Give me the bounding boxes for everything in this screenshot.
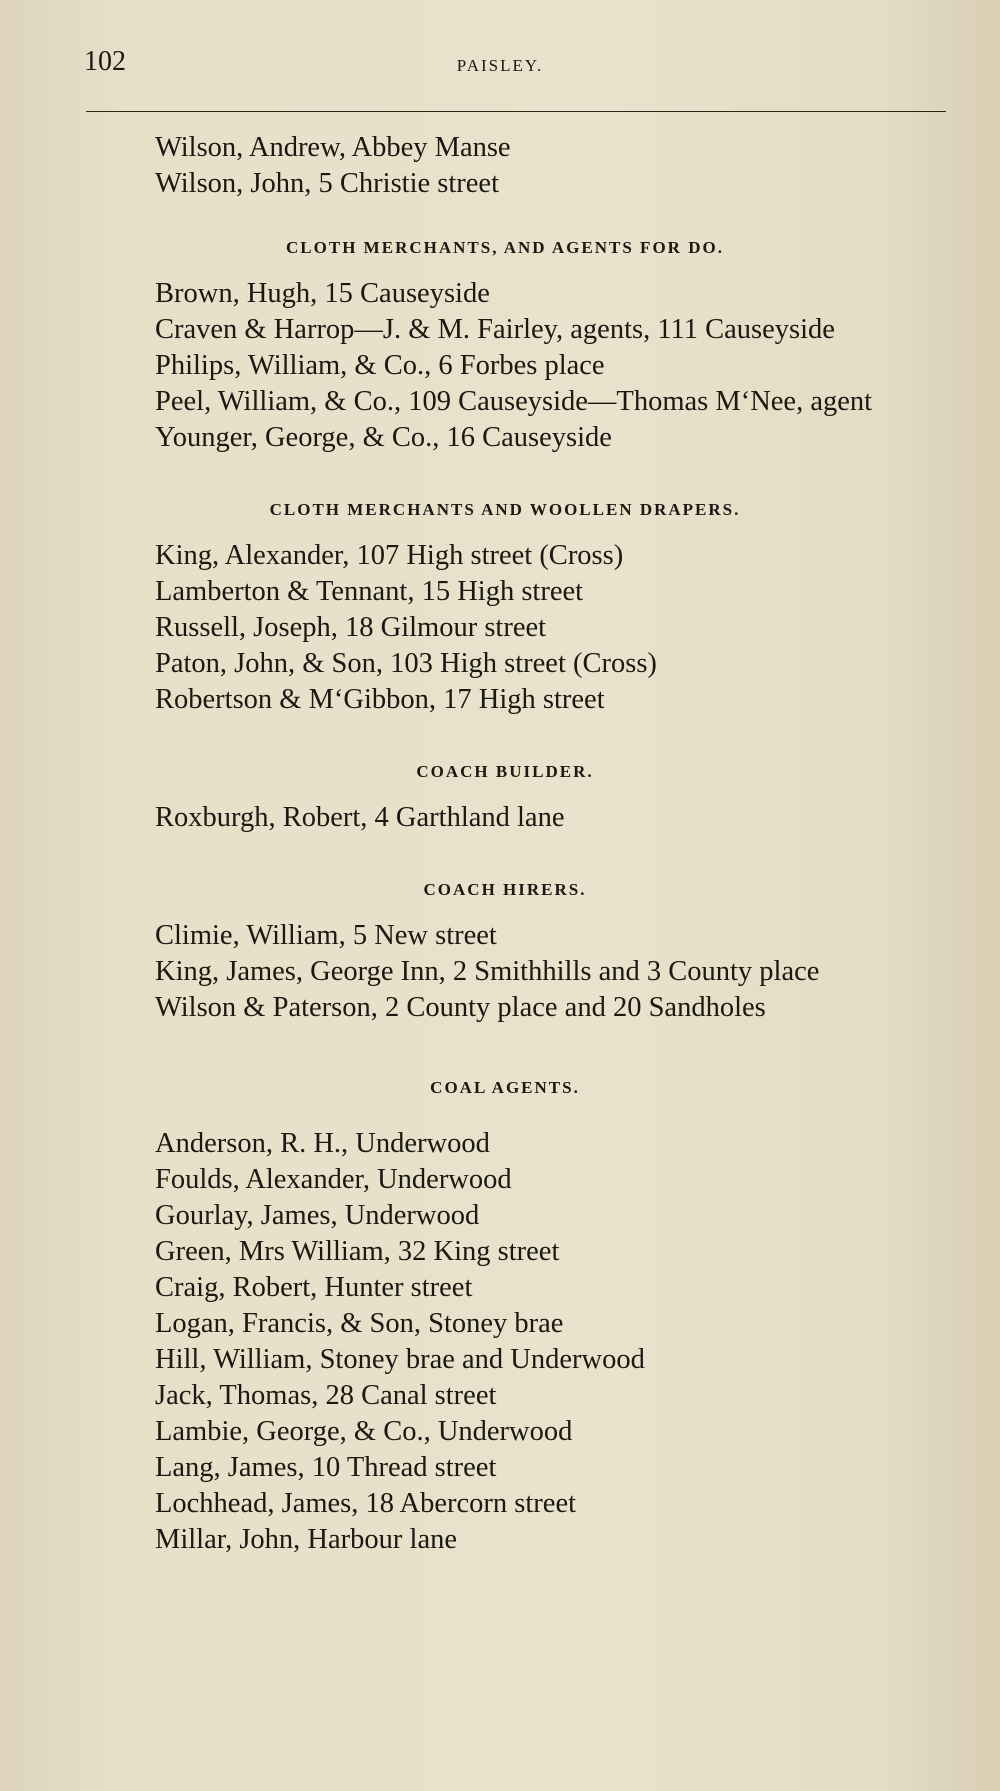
directory-entry: Wilson & Paterson, 2 County place and 20 Sandholes <box>155 992 766 1023</box>
directory-entry: Hill, William, Stoney brae and Underwood <box>155 1344 645 1375</box>
directory-entry: Younger, George, & Co., 16 Causeyside <box>155 422 612 453</box>
section-coal-agents <box>155 1078 955 1558</box>
section-heading: CLOTH MERCHANTS AND WOOLLEN DRAPERS. <box>269 500 741 519</box>
section-cloth-merchants-agents <box>155 238 955 456</box>
directory-entry: King, James, George Inn, 2 Smithhills and 3 County place <box>155 956 820 987</box>
directory-entry: Brown, Hugh, 15 Causeyside <box>155 278 490 309</box>
section-heading: COACH HIRERS. <box>423 880 587 899</box>
section-coach-hirers <box>155 880 955 1026</box>
directory-entry: Anderson, R. H., Underwood <box>155 1128 490 1159</box>
directory-entry: Russell, Joseph, 18 Gilmour street <box>155 612 547 643</box>
directory-entry: Logan, Francis, & Son, Stoney brae <box>155 1308 564 1339</box>
directory-entry: Climie, William, 5 New street <box>155 920 497 951</box>
section-cloth-merchants-drapers <box>155 500 955 718</box>
directory-content <box>155 130 955 1558</box>
directory-entry: Foulds, Alexander, Underwood <box>155 1164 512 1195</box>
directory-entry: Philips, William, & Co., 6 Forbes place <box>155 350 605 381</box>
section-heading: COACH BUILDER. <box>416 762 594 781</box>
header-rule <box>86 111 946 112</box>
lead-entries <box>155 130 955 202</box>
directory-entry: Robertson & M‘Gibbon, 17 High street <box>155 684 605 715</box>
directory-entry: Lambie, George, & Co., Underwood <box>155 1416 573 1447</box>
directory-entry: Wilson, John, 5 Christie street <box>155 168 499 199</box>
directory-entry: Wilson, Andrew, Abbey Manse <box>155 132 511 163</box>
directory-entry: Craven & Harrop—J. & M. Fairley, agents, 111 Causeyside <box>155 314 835 345</box>
section-coach-builder <box>155 762 955 836</box>
directory-entry: Lang, James, 10 Thread street <box>155 1452 497 1483</box>
running-title: PAISLEY. <box>456 56 544 75</box>
directory-entry: Jack, Thomas, 28 Canal street <box>155 1380 497 1411</box>
directory-entry: Lochhead, James, 18 Abercorn street <box>155 1488 577 1519</box>
section-heading: COAL AGENTS. <box>430 1078 580 1097</box>
directory-entry: Lamberton & Tennant, 15 High street <box>155 576 584 607</box>
directory-entry: Green, Mrs William, 32 King street <box>155 1236 560 1267</box>
directory-entry: Paton, John, & Son, 103 High street (Cross) <box>155 648 657 679</box>
section-heading: CLOTH MERCHANTS, AND AGENTS FOR DO. <box>286 238 724 257</box>
directory-entry: Gourlay, James, Underwood <box>155 1200 480 1231</box>
directory-entry: Craig, Robert, Hunter street <box>155 1272 473 1303</box>
directory-entry: Peel, William, & Co., 109 Causeyside—Thomas M‘Nee, agent <box>155 386 873 417</box>
directory-entry: Millar, John, Harbour lane <box>155 1524 457 1555</box>
directory-entry: King, Alexander, 107 High street (Cross) <box>155 540 624 571</box>
directory-entry: Roxburgh, Robert, 4 Garthland lane <box>155 802 565 833</box>
page-header <box>0 0 1000 100</box>
page-number: 102 <box>84 46 126 77</box>
